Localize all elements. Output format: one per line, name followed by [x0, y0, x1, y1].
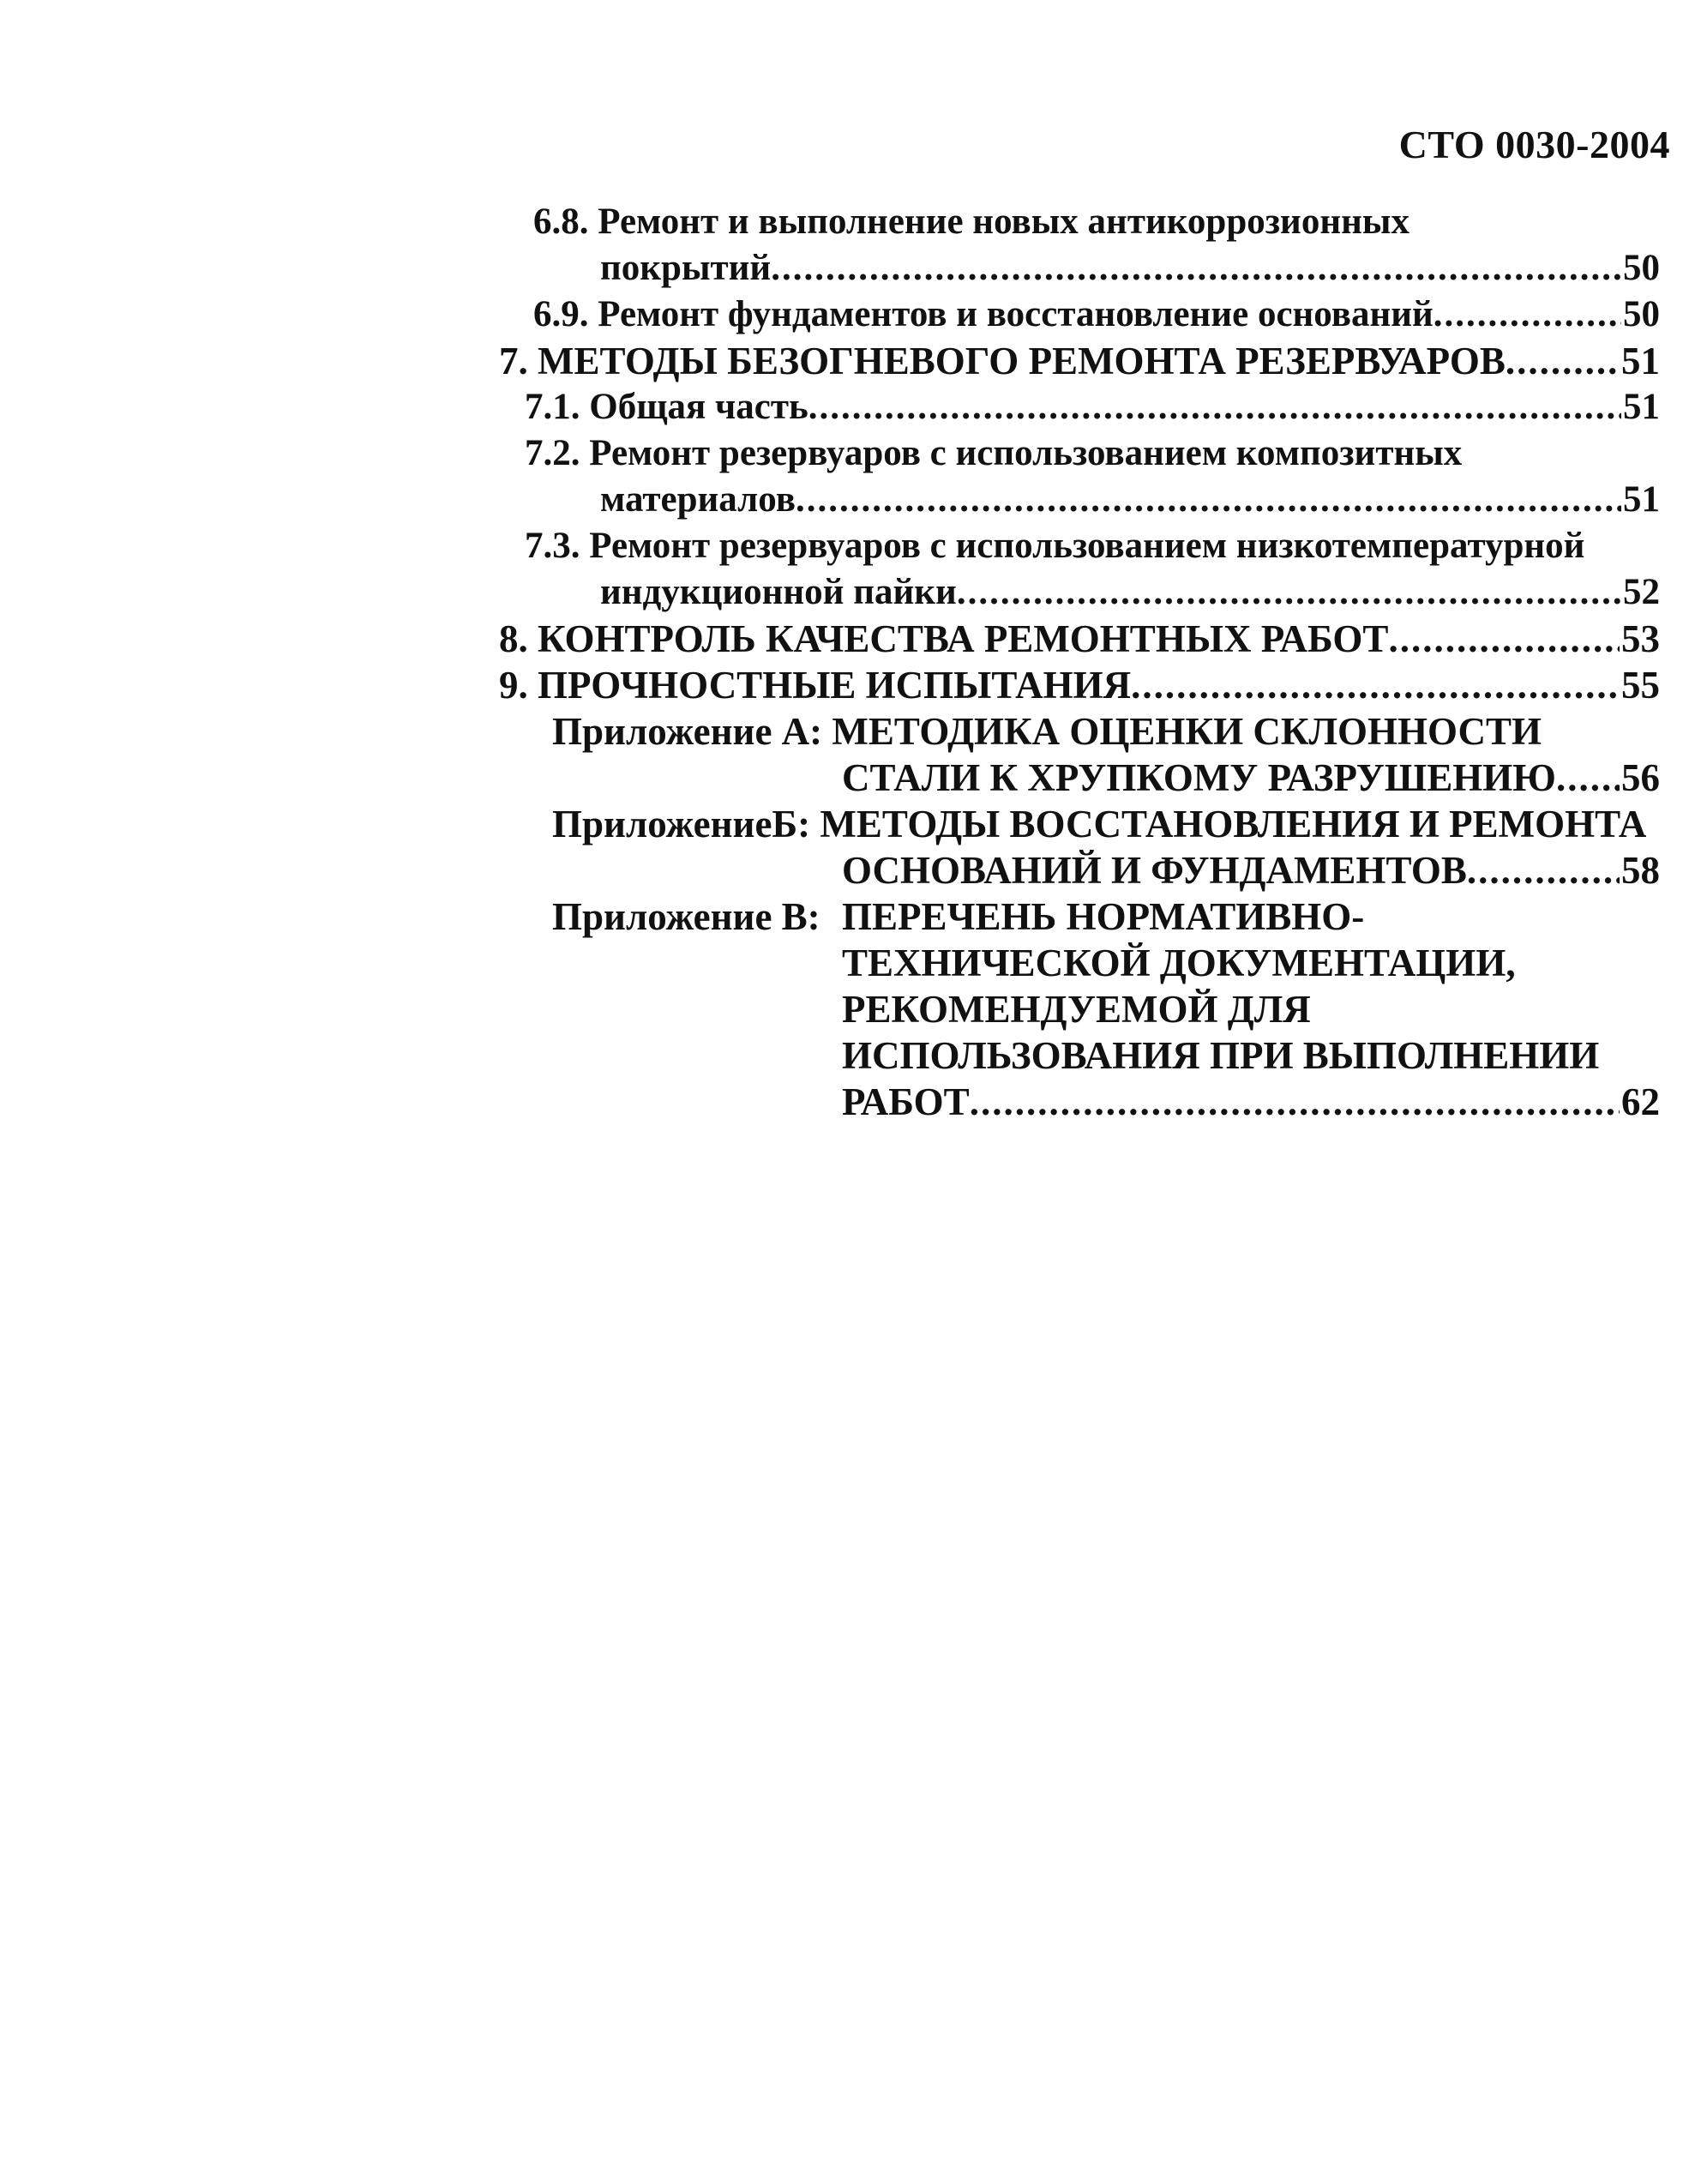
- toc-page-number: 51: [1621, 340, 1660, 382]
- toc-page-number: 51: [1623, 387, 1660, 427]
- appendix-prefix: ПриложениеБ:: [552, 803, 811, 845]
- toc-title: ПЕРЕЧЕНЬ НОРМАТИВНО-: [842, 895, 1365, 938]
- toc-entry-7-1[interactable]: [525, 384, 1660, 430]
- toc-entry-6-8-continuation[interactable]: [600, 245, 1660, 292]
- toc-title: 9. ПРОЧНОСТНЫЕ ИСПЫТАНИЯ: [499, 664, 1132, 707]
- toc-entry-7-3-continuation[interactable]: [600, 569, 1660, 616]
- toc-entry-appendix-a[interactable]: [552, 708, 1660, 755]
- toc-entry-appendix-v[interactable]: [552, 893, 1660, 940]
- toc-entry-6-8[interactable]: [533, 199, 1660, 245]
- dot-leader: [957, 569, 1621, 616]
- toc-page-number: 53: [1621, 617, 1660, 660]
- toc-title: ОСНОВАНИЙ И ФУНДАМЕНТОВ: [842, 849, 1467, 892]
- document-code: СТО 0030-2004: [1398, 123, 1670, 166]
- toc-title: ИСПОЛЬЗОВАНИЯ ПРИ ВЫПОЛНЕНИИ: [842, 1034, 1600, 1077]
- toc-entry-8[interactable]: [499, 616, 1660, 662]
- toc-entry-appendix-a-continuation[interactable]: [842, 755, 1660, 801]
- toc-title: Ремонт резервуаров с использованием композитных: [589, 433, 1463, 473]
- dot-leader: [808, 384, 1621, 430]
- toc-entry-appendix-b[interactable]: [552, 801, 1660, 847]
- toc-title: 7.3. Ремонт резервуаров с использованием низкотемпературной: [525, 526, 1585, 566]
- table-of-contents: [499, 199, 1660, 1125]
- toc-entry-6-9[interactable]: [533, 292, 1660, 338]
- toc-title: 8. КОНТРОЛЬ КАЧЕСТВА РЕМОНТНЫХ РАБОТ: [499, 617, 1389, 660]
- toc-entry-appendix-v-line3: [842, 986, 1660, 1032]
- toc-title: ТЕХНИЧЕСКОЙ ДОКУМЕНТАЦИИ,: [842, 942, 1516, 984]
- dot-leader: [771, 245, 1621, 292]
- toc-page-number: 55: [1621, 664, 1660, 707]
- toc-entry-7[interactable]: [499, 338, 1660, 384]
- toc-title: материалов: [600, 479, 796, 520]
- toc-title: РЕКОМЕНДУЕМОЙ ДЛЯ: [842, 988, 1311, 1031]
- toc-entry-appendix-v-line2: [842, 940, 1660, 986]
- appendix-prefix: Приложение А:: [552, 710, 823, 753]
- toc-title: 7. МЕТОДЫ БЕЗОГНЕВОГО РЕМОНТА РЕЗЕРВУАРОВ: [499, 340, 1506, 382]
- toc-page-number: 51: [1623, 479, 1660, 520]
- toc-entry-7-2-continuation[interactable]: [600, 477, 1660, 523]
- toc-title: РАБОТ: [842, 1080, 970, 1123]
- dot-leader: [1131, 662, 1620, 708]
- toc-title: покрытий: [600, 248, 772, 288]
- toc-entry-appendix-v-continuation[interactable]: [842, 1079, 1660, 1125]
- toc-title: МЕТОДИКА ОЦЕНКИ СКЛОННОСТИ: [832, 710, 1542, 753]
- toc-title: 7.1. Общая часть: [525, 387, 808, 427]
- toc-entry-appendix-v-line4: [842, 1032, 1660, 1079]
- dot-leader: [1434, 292, 1621, 338]
- dot-leader: [1388, 616, 1620, 662]
- toc-title: МЕТОДЫ ВОССТАНОВЛЕНИЯ И РЕМОНТА: [820, 803, 1647, 845]
- toc-page-number: 50: [1623, 248, 1660, 288]
- dot-leader: [970, 1079, 1620, 1125]
- toc-title: Ремонт и выполнение новых антикоррозионных: [598, 202, 1409, 242]
- toc-entry-9[interactable]: [499, 662, 1660, 708]
- toc-number: 7.2.: [525, 433, 580, 473]
- toc-number: 6.8.: [533, 202, 589, 242]
- toc-page-number: 62: [1621, 1080, 1660, 1123]
- dot-leader: [1556, 755, 1620, 801]
- toc-page-number: 50: [1623, 294, 1660, 334]
- toc-entry-appendix-b-continuation[interactable]: [842, 847, 1660, 893]
- dot-leader: [1506, 338, 1620, 384]
- appendix-prefix: Приложение В:: [552, 895, 820, 938]
- toc-page-number: 58: [1621, 849, 1660, 892]
- dot-leader: [796, 477, 1621, 523]
- toc-title: 6.9. Ремонт фундаментов и восстановление оснований: [533, 294, 1434, 334]
- dot-leader: [1467, 847, 1620, 893]
- toc-entry-7-2[interactable]: [525, 430, 1660, 477]
- toc-entry-7-3[interactable]: [525, 523, 1660, 569]
- toc-page-number: 52: [1623, 572, 1660, 612]
- toc-title: индукционной пайки: [600, 572, 957, 612]
- toc-page-number: 56: [1621, 756, 1660, 799]
- toc-title: СТАЛИ К ХРУПКОМУ РАЗРУШЕНИЮ: [842, 756, 1556, 799]
